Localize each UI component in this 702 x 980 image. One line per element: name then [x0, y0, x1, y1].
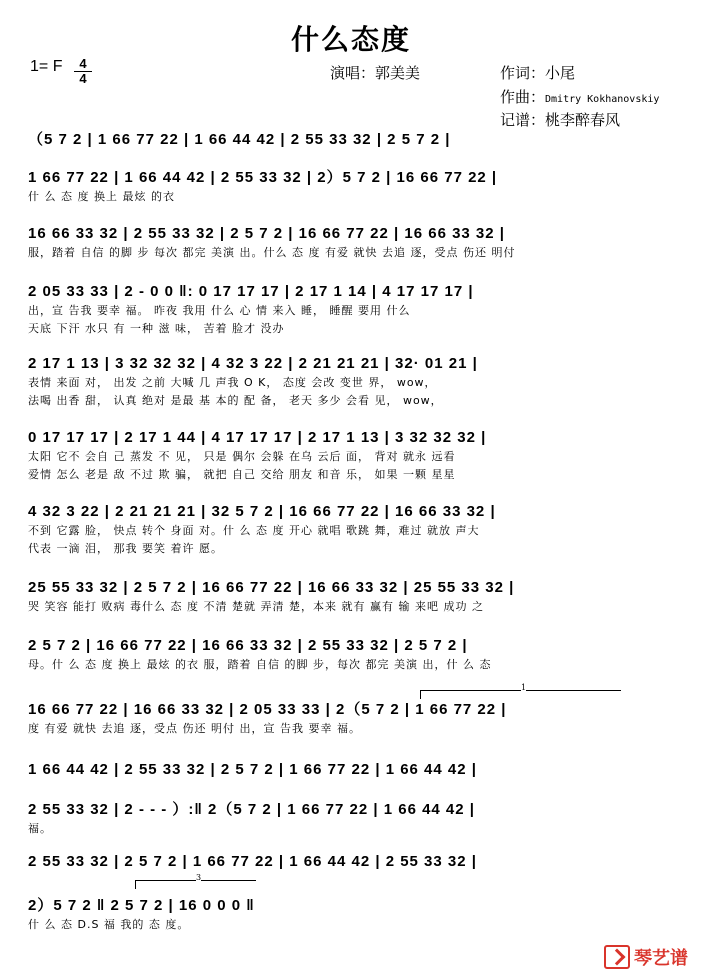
notation-line: 2）5 7 2 ‖ 2 5 7 2 | 16 0 0 0 ‖: [28, 897, 255, 914]
staff-system: [28, 636, 673, 674]
staff-system: [28, 130, 673, 168]
lyric-line: 太阳 它不 会自 己 蒸发 不 见， 只是 偶尔 会躲 在乌 云后 面， 背对 就永 远看: [28, 450, 456, 463]
notation-line: （5 7 2 | 1 66 77 22 | 1 66 44 42 | 2 55 33 32 | 2 5 7 2 |: [28, 131, 451, 148]
staff-system: [28, 700, 673, 738]
lyric-line: [28, 150, 673, 168]
lyricist-credit: 作词：小尾: [500, 64, 576, 82]
singer-credit: 演唱：郭美美: [330, 64, 421, 82]
notation-line: 16 66 33 32 | 2 55 33 32 | 2 5 7 2 | 16 66 77 22 | 16 66 33 32 |: [28, 225, 505, 242]
lyric-line: 天底 下汗 水只 有 一种 滋 味， 苦着 脸才 没办: [28, 322, 285, 335]
notation-line: 2 55 33 32 | 2 5 7 2 | 1 66 77 22 | 1 66 44 42 | 2 55 33 32 |: [28, 853, 477, 870]
lyric-line: 什 么 态 度 换上 最炫 的衣: [28, 190, 175, 203]
staff-system: [28, 800, 673, 838]
key-signature: 1= F: [30, 58, 63, 75]
staff-system: [28, 578, 673, 616]
composer-name: Dmitry Kokhanovskiy: [545, 94, 660, 105]
volta-bracket-1: 1: [420, 690, 621, 699]
lyric-line: 不到 它露 脸， 快点 转个 身面 对。什 么 态 度 开心 就唱 歌跳 舞，难过 就放 声大: [28, 524, 480, 537]
lyric-line: 出，宣 告我 要幸 福。 昨夜 我用 什么 心 情 来入 睡， 睡醒 要用 什么: [28, 304, 411, 317]
composer-label: 作曲：: [500, 88, 546, 106]
logo-icon: [604, 945, 630, 969]
staff-system: [28, 224, 673, 262]
lyric-line: 度 有爱 就快 去追 逐，受点 伤还 明付 出，宣 告我 要幸 福。: [28, 722, 361, 735]
staff-system: [28, 428, 673, 484]
watermark-logo: [604, 944, 688, 970]
time-signature: [74, 58, 92, 85]
lyric-line: 表情 来面 对， 出发 之前 大喊 几 声我 O K， 态度 会改 变世 界， wow，: [28, 376, 437, 389]
lyric-line: 什 么 态 D.S 福 我的 态 度。: [28, 918, 190, 931]
lyric-line: 爱情 怎么 老是 敌 不过 欺 骗， 就把 自己 交给 朋友 和音 乐， 如果 一颗 星星: [28, 468, 456, 481]
staff-system: [28, 354, 673, 410]
notation-line: 2 5 7 2 | 16 66 77 22 | 16 66 33 32 | 2 55 33 32 | 2 5 7 2 |: [28, 637, 468, 654]
lyric-line: 代表 一滴 泪， 那我 要笑 着许 愿。: [28, 542, 223, 555]
transcriber-credit: 记谱：桃李醉春风: [500, 111, 621, 129]
staff-system: [28, 282, 673, 338]
lyric-line: [28, 780, 673, 798]
lyric-line: 法喝 出香 甜， 认真 绝对 是最 基 本的 配 备， 老天 多少 会看 见， wow，: [28, 394, 443, 407]
notation-line: 2 55 33 32 | 2 - - - ）:‖ 2（5 7 2 | 1 66 77 22 | 1 66 44 42 |: [28, 801, 475, 818]
lyric-line: 哭 笑容 能打 败病 毒什么 态 度 不清 楚就 弄清 楚，本来 就有 赢有 输 来吧 成功 之: [28, 600, 484, 613]
lyric-line: 福。: [28, 822, 52, 835]
lyric-line: [28, 872, 673, 890]
notation-line: 0 17 17 17 | 2 17 1 44 | 4 17 17 17 | 2 17 1 13 | 3 32 32 32 |: [28, 429, 487, 446]
notation-line: 1 66 44 42 | 2 55 33 32 | 2 5 7 2 | 1 66 77 22 | 1 66 44 42 |: [28, 761, 477, 778]
lyric-line: 服，踏着 自信 的脚 步 每次 都完 美演 出。什么 态 度 有爱 就快 去追 逐，受点 伤还 明付: [28, 246, 516, 259]
time-signature-bottom: 4: [79, 71, 87, 86]
staff-system: [28, 502, 673, 558]
staff-system: [28, 896, 673, 934]
staff-system: [28, 852, 673, 890]
time-signature-top: 4: [79, 56, 87, 71]
notation-line: 2 17 1 13 | 3 32 32 32 | 4 32 3 22 | 2 21 21 21 | 32· 01 21 |: [28, 355, 478, 372]
song-title: 什么态度: [290, 23, 411, 56]
notation-line: 2 05 33 33 | 2 - 0 0 ‖: 0 17 17 17 | 2 17 1 14 | 4 17 17 17 |: [28, 283, 474, 300]
watermark-text: 琴艺谱: [634, 948, 688, 969]
lyric-line: 母。什 么 态 度 换上 最炫 的衣 服，踏着 自信 的脚 步，每次 都完 美演 出，什 么 态: [28, 658, 492, 671]
staff-system: [28, 760, 673, 798]
volta-bracket-3: 3: [135, 880, 256, 889]
staff-system: [28, 168, 673, 206]
notation-line: 4 32 3 22 | 2 21 21 21 | 32 5 7 2 | 16 66 77 22 | 16 66 33 32 |: [28, 503, 496, 520]
notation-line: 16 66 77 22 | 16 66 33 32 | 2 05 33 33 | 2（5 7 2 | 1 66 77 22 |: [28, 701, 507, 718]
notation-line: 25 55 33 32 | 2 5 7 2 | 16 66 77 22 | 16 66 33 32 | 25 55 33 32 |: [28, 579, 515, 596]
notation-line: 1 66 77 22 | 1 66 44 42 | 2 55 33 32 | 2）5 7 2 | 16 66 77 22 |: [28, 169, 498, 186]
